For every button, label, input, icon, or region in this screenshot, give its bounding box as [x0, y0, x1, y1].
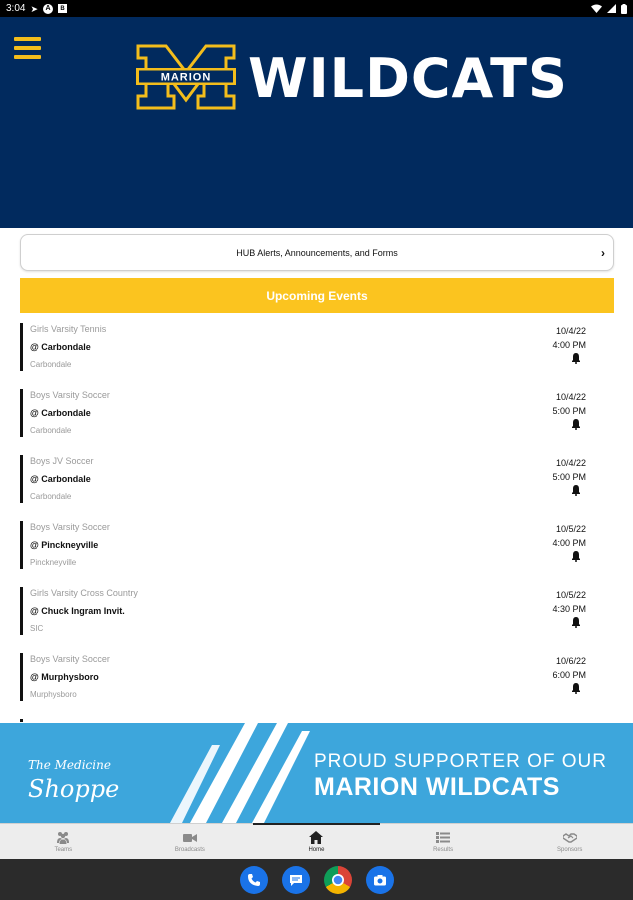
- event-row[interactable]: [20, 650, 614, 716]
- status-time: 3:04: [6, 3, 26, 14]
- event-location: Pinckneyville: [30, 558, 77, 567]
- event-accent-bar: [20, 455, 23, 503]
- tab-label: Broadcasts: [174, 846, 205, 853]
- event-row[interactable]: [20, 716, 614, 722]
- event-location: SIC: [30, 624, 44, 633]
- notification-square-icon: B: [58, 4, 67, 13]
- event-row[interactable]: [20, 386, 614, 452]
- location-icon: ➤: [30, 3, 39, 14]
- event-sport: Boys Varsity Soccer: [30, 390, 110, 400]
- messages-app-button[interactable]: [282, 866, 310, 894]
- event-time: 4:00 PM: [552, 340, 586, 350]
- alerts-label: HUB Alerts, Announcements, and Forms: [236, 247, 398, 258]
- marion-m-logo: [136, 44, 236, 110]
- event-time: 5:00 PM: [552, 406, 586, 416]
- camera-icon: [373, 873, 387, 887]
- event-accent-bar: [20, 323, 23, 371]
- tab-results[interactable]: [380, 824, 507, 859]
- handshake-icon: [563, 831, 577, 844]
- chevron-right-icon: ›: [601, 246, 605, 260]
- event-row[interactable]: [20, 584, 614, 650]
- event-accent-bar: [20, 653, 23, 701]
- tab-label: Teams: [54, 846, 73, 853]
- event-location: Carbondale: [30, 360, 72, 369]
- chrome-app-button[interactable]: [324, 866, 352, 894]
- tab-label: Sponsors: [556, 846, 583, 853]
- people-icon: [56, 831, 70, 844]
- event-location: Murphysboro: [30, 690, 77, 699]
- bell-icon[interactable]: [570, 418, 582, 430]
- sponsor-name-line1: The Medicine: [28, 758, 111, 772]
- menu-icon[interactable]: [14, 37, 41, 59]
- logo-text: MARION: [160, 71, 212, 84]
- sponsor-logo: [28, 749, 119, 801]
- sponsor-tagline-2: MARION WILDCATS: [314, 773, 560, 801]
- event-accent-bar: [20, 587, 23, 635]
- event-opponent: @ Carbondale: [30, 342, 91, 352]
- bell-icon[interactable]: [570, 616, 582, 628]
- bell-icon[interactable]: [570, 352, 582, 364]
- sponsor-tagline-1: PROUD SUPPORTER OF OUR: [314, 751, 607, 772]
- event-date: 10/5/22: [555, 590, 586, 600]
- camera-app-button[interactable]: [366, 866, 394, 894]
- event-time: 4:00 PM: [552, 538, 586, 548]
- event-opponent: @ Chuck Ingram Invit.: [30, 606, 125, 616]
- event-location: Carbondale: [30, 492, 72, 501]
- event-date: 10/4/22: [555, 392, 586, 402]
- system-dock: [0, 859, 633, 900]
- event-sport: Boys Varsity Soccer: [30, 654, 110, 664]
- tab-label: Results: [433, 846, 454, 853]
- event-time: 5:00 PM: [552, 472, 586, 482]
- event-date: 10/4/22: [555, 326, 586, 336]
- bell-icon[interactable]: [570, 484, 582, 496]
- event-date: 10/4/22: [555, 458, 586, 468]
- event-date: 10/6/22: [555, 656, 586, 666]
- tab-broadcasts[interactable]: [127, 824, 254, 859]
- event-sport: Boys Varsity Soccer: [30, 522, 110, 532]
- event-accent-bar: [20, 521, 23, 569]
- event-sport: Girls Varsity Cross Country: [30, 588, 138, 598]
- event-row[interactable]: [20, 320, 614, 386]
- event-time: 4:30 PM: [552, 604, 586, 614]
- event-opponent: @ Murphysboro: [30, 672, 99, 682]
- app-header: [0, 17, 633, 228]
- video-icon: [183, 831, 197, 844]
- event-accent-bar: [20, 389, 23, 437]
- a-badge-icon: A: [43, 4, 53, 14]
- messages-icon: [289, 873, 303, 887]
- wildcats-wordmark: WILDCATS: [248, 47, 568, 110]
- battery-icon: [621, 4, 627, 14]
- event-row[interactable]: [20, 452, 614, 518]
- tab-home[interactable]: [253, 824, 380, 859]
- tab-sponsors[interactable]: [506, 824, 633, 859]
- event-location: Carbondale: [30, 426, 72, 435]
- event-opponent: @ Pinckneyville: [30, 540, 99, 550]
- event-opponent: @ Carbondale: [30, 474, 91, 484]
- phone-app-button[interactable]: [240, 866, 268, 894]
- chrome-icon: [331, 873, 345, 887]
- upcoming-events-title: Upcoming Events: [266, 288, 368, 303]
- event-accent-bar: [20, 719, 23, 722]
- event-row[interactable]: [20, 518, 614, 584]
- upcoming-events-header: [20, 278, 614, 313]
- alerts-button[interactable]: [20, 234, 614, 271]
- tab-teams[interactable]: [0, 824, 127, 859]
- event-opponent: @ Carbondale: [30, 408, 91, 418]
- bell-icon[interactable]: [570, 550, 582, 562]
- event-sport: Boys JV Soccer: [30, 456, 94, 466]
- sponsor-banner[interactable]: [0, 723, 633, 823]
- claw-marks-graphic: [150, 723, 320, 823]
- home-icon: [309, 831, 323, 844]
- bell-icon[interactable]: [570, 682, 582, 694]
- status-bar: [0, 0, 633, 17]
- bottom-tab-bar: [0, 823, 633, 859]
- wifi-icon: [591, 4, 602, 13]
- event-time: 6:00 PM: [552, 670, 586, 680]
- signal-icon: [607, 4, 616, 13]
- phone-icon: [247, 873, 261, 887]
- list-icon: [436, 831, 450, 844]
- event-date: 10/5/22: [555, 524, 586, 534]
- event-sport: Girls Varsity Tennis: [30, 324, 107, 334]
- events-list: [20, 320, 614, 722]
- tab-label: Home: [308, 846, 325, 853]
- sponsor-name-line2: Shoppe: [28, 775, 120, 803]
